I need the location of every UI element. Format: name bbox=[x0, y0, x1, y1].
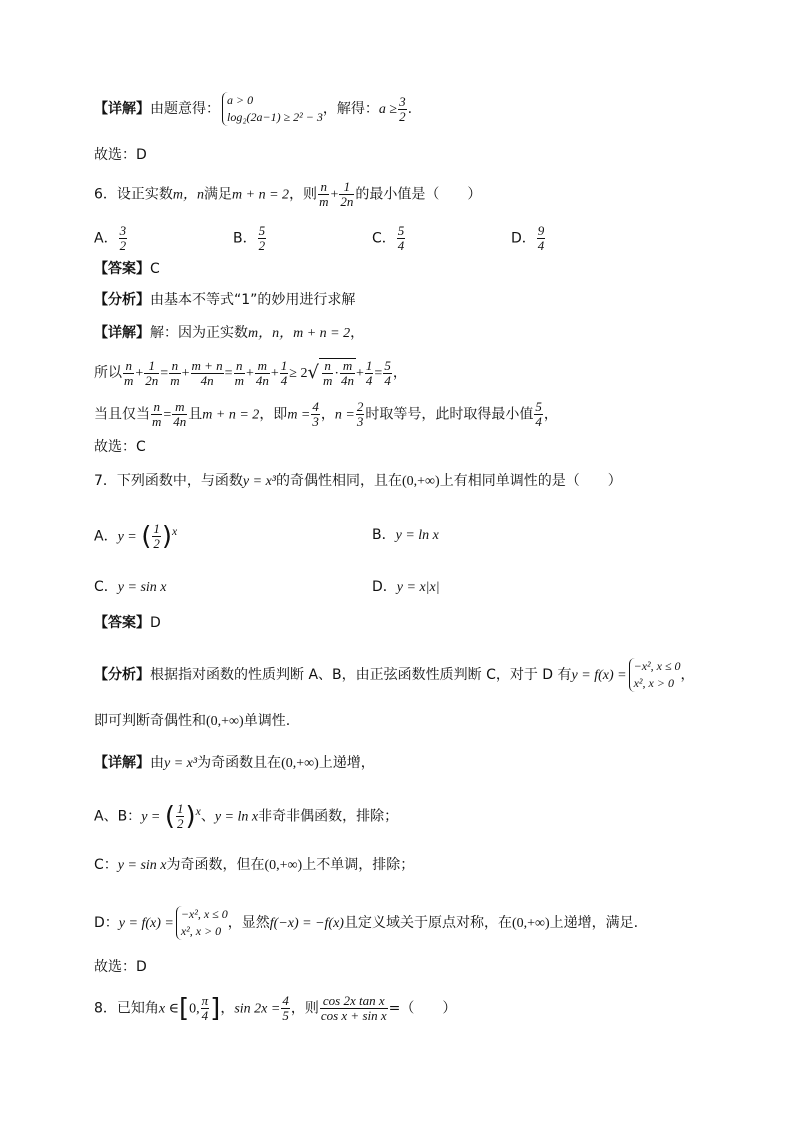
system-brace: a > 0 log₂(2a−1) ≥ 2² − 3 bbox=[222, 92, 323, 126]
analysis-line-2: 即可判断奇偶性和(0,+∞)单调性. bbox=[94, 713, 291, 729]
answer-line: 【答案】C bbox=[94, 261, 160, 277]
option-a[interactable]: A． $\frac{3}{2}$ bbox=[94, 223, 127, 253]
option-b[interactable]: B．y = ln x bbox=[372, 527, 439, 543]
option-d[interactable]: D． $\frac{9}{4}$ bbox=[511, 223, 545, 253]
question-8-stem: 8．已知角x ∈[0, $\frac{\pi}{4}$ ]，sin 2x = $\frac{4}{5}$ ，则 $\frac{\text{cos 2x tan x}}{\text{cos x + sin x}}$ =（ ） bbox=[94, 993, 457, 1024]
derivation-line: 所以 $\frac{n}{m}$ + $\frac{1}{2n}$ = $\frac{n}{m}$ + $\frac{m + n}{4n}$ = $\frac{n}{m}$ + $\frac{m}{4n}$ + $\frac{1}{4}$ ≥ 2√ $\frac{n}{m}$ · $\frac{m}{4n}$ + $\frac{1}{4}$ = $\frac{5}{4}$ ， bbox=[94, 357, 407, 388]
option-c[interactable]: C． $\frac{5}{4}$ bbox=[372, 223, 405, 253]
option-a[interactable]: A．y = ( $\frac{1}{2}$ )$^x$ bbox=[94, 521, 178, 552]
detail-line: 【详解】由题意得： a > 0 log₂(2a−1) ≥ 2² − 3 ，解得：a ≥ $\frac{3}{2}$ . bbox=[94, 93, 413, 124]
option-b[interactable]: B． $\frac{5}{2}$ bbox=[233, 223, 266, 253]
choose-line: 故选：C bbox=[94, 439, 146, 455]
analysis-line: 【分析】根据指对函数的性质判断 A、B，由正弦函数性质判断 C，对于 D 有y = f(x) = −x², x ≤ 0 x², x > 0 ， bbox=[94, 659, 695, 690]
detail-c: C：y = sin x为奇函数，但在(0,+∞)上不单调，排除； bbox=[94, 857, 415, 873]
option-d[interactable]: D．y = x|x| bbox=[372, 579, 440, 595]
equality-line: 当且仅当 $\frac{n}{m}$ = $\frac{m}{4n}$ 且m + n = 2，即m = $\frac{4}{3}$ ，n = $\frac{2}{3}$ 时取等号，此时取得最小值 $\frac{5}{4}$ ， bbox=[94, 399, 558, 429]
detail-ab: A、B：y = ( $\frac{1}{2}$ )$^x$、y = ln x非奇非偶函数，排除； bbox=[94, 801, 399, 832]
option-c[interactable]: C．y = sin x bbox=[94, 579, 167, 595]
detail-d: D：y = f(x) = −x², x ≤ 0 x², x > 0 ，显然f(−x) = −f(x)且定义域关于原点对称，在(0,+∞)上递增，满足. bbox=[94, 907, 639, 938]
choose-line: 故选：D bbox=[94, 959, 147, 975]
detail-line: 【详解】由y = x³为奇函数且在(0,+∞)上递增， bbox=[94, 755, 375, 771]
question-7-stem: 7．下列函数中，与函数y = x³的奇偶性相同，且在(0,+∞)上有相同单调性的是（ ） bbox=[94, 473, 622, 489]
detail-tag: 【详解】 bbox=[94, 101, 150, 117]
fraction: $\frac{3}{2}$ bbox=[399, 93, 406, 124]
choose-line: 故选：D bbox=[94, 147, 147, 163]
detail-line: 【详解】解：因为正实数m，n，m + n = 2， bbox=[94, 325, 365, 341]
question-6-stem: 6．设正实数m，n满足m + n = 2，则 $\frac{n}{m}$ + $\frac{1}{2n}$ 的最小值是（ ） bbox=[94, 179, 482, 209]
analysis-line: 【分析】由基本不等式“1”的妙用进行求解 bbox=[94, 292, 356, 308]
answer-line: 【答案】D bbox=[94, 615, 161, 631]
